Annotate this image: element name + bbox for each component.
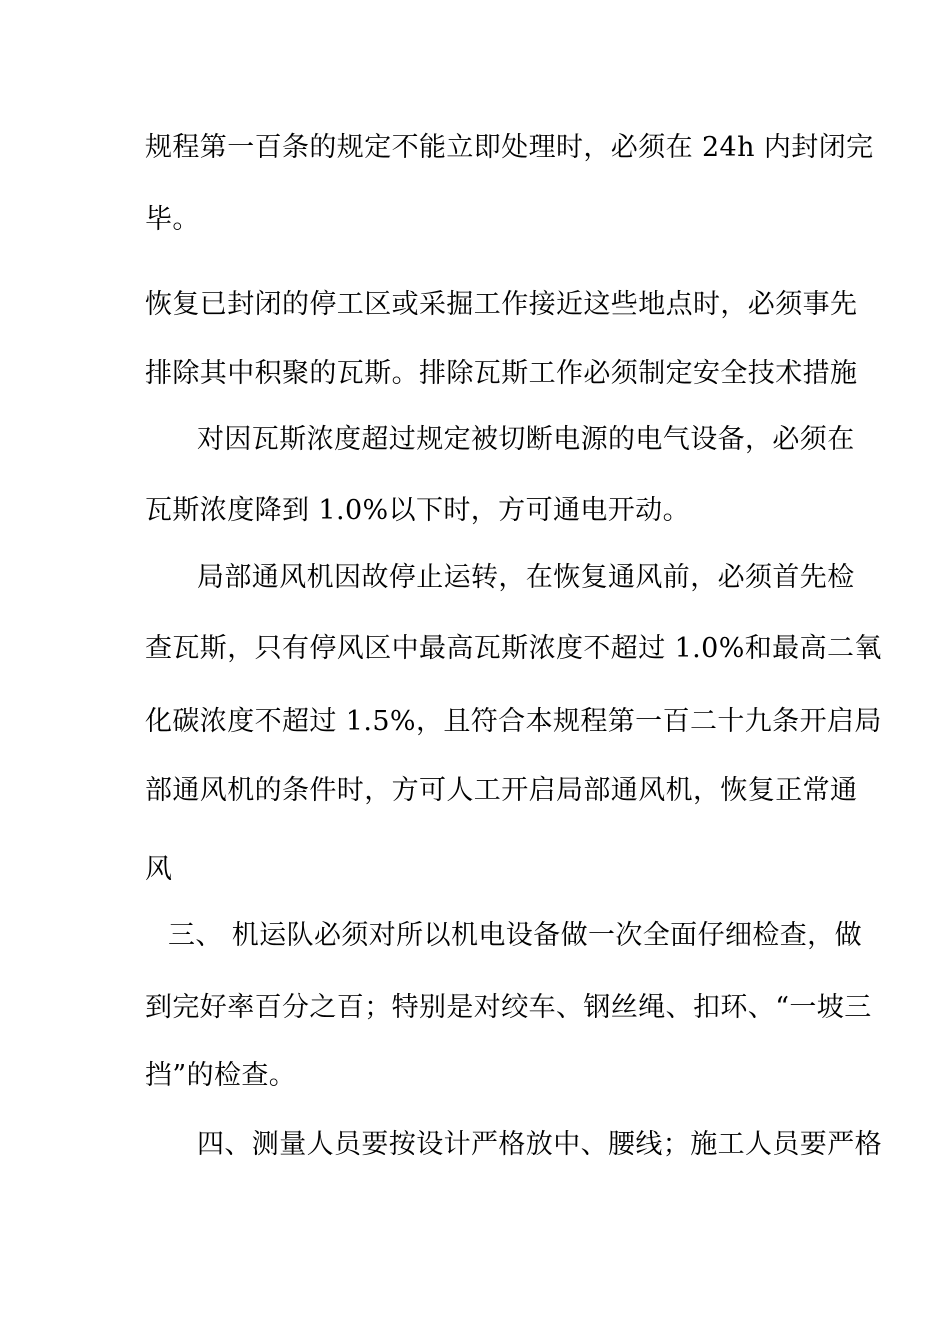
text-line: 查瓦斯，只有停风区中最高瓦斯浓度不超过 1.0%和最高二氧 <box>145 633 882 664</box>
text-line: 对因瓦斯浓度超过规定被切断电源的电气设备，必须在 <box>197 424 855 455</box>
text-line: 毕。 <box>145 204 200 235</box>
text-line: 三、 机运队必须对所以机电设备做一次全面仔细检查，做 <box>168 920 862 951</box>
text-line: 风 <box>145 854 173 885</box>
text-line: 挡”的检查。 <box>145 1060 297 1091</box>
text-line: 局部通风机因故停止运转，在恢复通风前，必须首先检 <box>197 562 855 593</box>
text-line: 排除其中积聚的瓦斯。排除瓦斯工作必须制定安全技术措施 <box>145 358 858 389</box>
text-line: 化碳浓度不超过 1.5%，且符合本规程第一百二十九条开启局 <box>145 706 882 737</box>
text-line: 到完好率百分之百；特别是对绞车、钢丝绳、扣环、“一坡三 <box>145 992 872 1023</box>
text-line: 四、测量人员要按设计严格放中、腰线；施工人员要严格 <box>197 1129 882 1160</box>
text-line: 规程第一百条的规定不能立即处理时，必须在 24h 内封闭完 <box>145 132 874 163</box>
text-line: 恢复已封闭的停工区或采掘工作接近这些地点时，必须事先 <box>145 289 858 320</box>
text-line: 瓦斯浓度降到 1.0%以下时，方可通电开动。 <box>145 495 690 526</box>
text-line: 部通风机的条件时，方可人工开启局部通风机，恢复正常通 <box>145 775 858 806</box>
